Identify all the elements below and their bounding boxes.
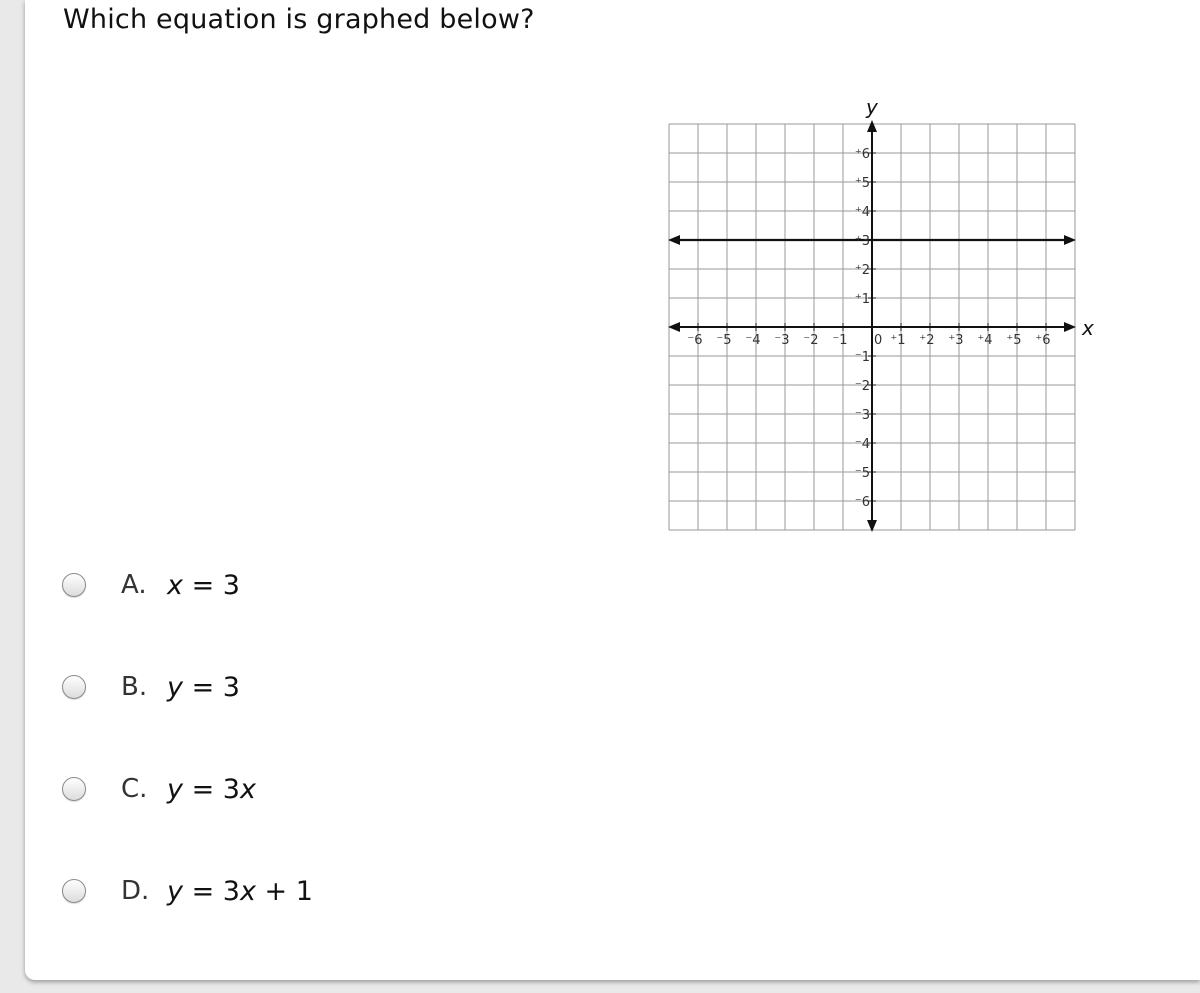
choice-d-equation: y = 3x + 1 xyxy=(167,875,313,907)
origin-label: 0 xyxy=(874,333,883,348)
choice-c-radio[interactable] xyxy=(62,777,86,801)
choice-d-radio[interactable] xyxy=(62,879,86,903)
y-tick-label: ⁻2 xyxy=(854,379,870,394)
x-tick-label: ⁺4 xyxy=(977,333,993,348)
y-tick-label: ⁺4 xyxy=(854,205,870,220)
x-axis-label: x xyxy=(1082,316,1094,340)
choice-a-letter: A. xyxy=(121,570,147,600)
choice-a-equation: x = 3 xyxy=(167,569,240,601)
question-text: Which equation is graphed below? xyxy=(63,4,535,35)
x-tick-label: ⁺5 xyxy=(1006,333,1022,348)
y-tick-label: ⁺2 xyxy=(854,263,870,278)
graphed-line-right-arrow xyxy=(1064,235,1076,245)
x-tick-label: ⁻6 xyxy=(687,333,703,348)
choice-a-radio[interactable] xyxy=(62,573,86,597)
y-tick-label: ⁺1 xyxy=(854,292,870,307)
choice-a[interactable] xyxy=(62,567,240,603)
choice-c[interactable] xyxy=(62,771,256,807)
y-tick-label: ⁻1 xyxy=(854,350,870,365)
x-tick-label: ⁺3 xyxy=(948,333,964,348)
choice-d[interactable] xyxy=(62,873,313,909)
choice-c-equation: y = 3x xyxy=(167,773,256,805)
choice-b[interactable] xyxy=(62,669,240,705)
x-axis-left-arrow xyxy=(668,322,680,332)
y-tick-label: ⁺3 xyxy=(854,234,870,249)
y-tick-label: ⁻5 xyxy=(854,466,870,481)
graphed-line-left-arrow xyxy=(668,235,680,245)
coordinate-graph xyxy=(660,95,1100,540)
x-tick-label: ⁻4 xyxy=(745,333,761,348)
choice-b-radio[interactable] xyxy=(62,675,86,699)
choice-d-letter: D. xyxy=(121,876,150,906)
y-axis-label: y xyxy=(866,95,878,119)
choice-c-letter: C. xyxy=(121,774,148,804)
choice-b-equation: y = 3 xyxy=(167,671,240,703)
x-tick-label: ⁻3 xyxy=(774,333,790,348)
y-axis-top-arrow xyxy=(867,120,877,132)
y-tick-label: ⁻3 xyxy=(854,408,870,423)
x-tick-label: ⁻1 xyxy=(832,333,848,348)
y-tick-label: ⁺6 xyxy=(854,147,870,162)
x-tick-label: ⁺6 xyxy=(1035,333,1051,348)
x-tick-label: ⁻2 xyxy=(803,333,819,348)
x-tick-label: ⁺2 xyxy=(919,333,935,348)
x-axis-right-arrow xyxy=(1064,322,1076,332)
x-tick-label: ⁺1 xyxy=(890,333,906,348)
y-tick-label: ⁻4 xyxy=(854,437,870,452)
x-tick-label: ⁻5 xyxy=(716,333,732,348)
y-tick-label: ⁻6 xyxy=(854,495,870,510)
y-tick-label: ⁺5 xyxy=(854,176,870,191)
choice-b-letter: B. xyxy=(121,672,148,702)
